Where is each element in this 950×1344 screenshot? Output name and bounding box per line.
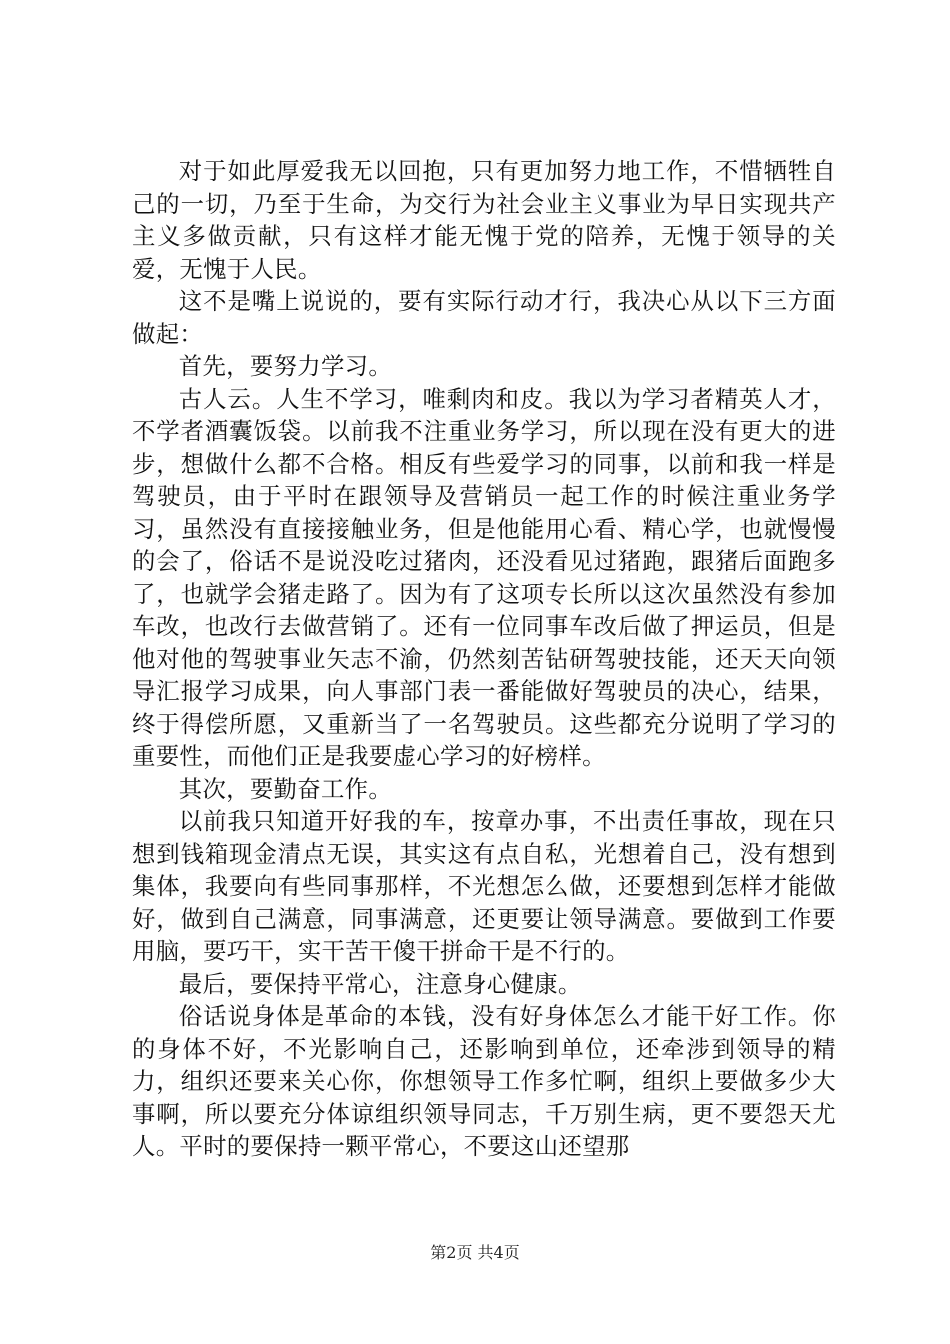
heading-second-work: 其次，要勤奋工作。 [178, 774, 393, 803]
paragraph-health: 俗话说身体是革命的本钱，没有好身体怎么才能干好工作。你的身体不好，不光影响自己，还影响到单位，还牵涉到领导的精力，组织还要来关心你，你想领导工作多忙啊，组织上要做多少大事啊，所以要充分体谅组织领导同志，千万别生病，更不要怨天尤人。平时的要保持一颗平常心，不要这山还望那 [132, 1002, 836, 1160]
paragraph-resolve: 这不是嘴上说说的，要有实际行动才行，我决心从以下三方面做起： [132, 287, 836, 348]
paragraph-study: 古人云。人生不学习，唯剩肉和皮。我以为学习者精英人才，不学者酒囊饭袋。以前我不注重业务学习，所以现在没有更大的进步，想做什么都不合格。相反有些爱学习的同事，以前和我一样是驾驶员，由于平时在跟领导及营销员一起工作的时候注重业务学习，虽然没有直接接触业务，但是他能用心看、精心学，也就慢慢的会了，俗话不是说没吃过猪肉，还没看见过猪跑，跟猪后面跑多了，也就学会猪走路了。因为有了这项专长所以这次虽然没有参加车改，也改行去做营销了。还有一位同事车改后做了押运员，但是他对他的驾驶事业矢志不渝，仍然刻苦钻研驾驶技能，还天天向领导汇报学习成果，向人事部门表一番能做好驾驶员的决心，结果，终于得偿所愿，又重新当了一名驾驶员。这些都充分说明了学习的重要性，而他们正是我要虚心学习的好榜样。 [132, 384, 836, 770]
paragraph-gratitude: 对于如此厚爱我无以回抱，只有更加努力地工作，不惜牺牲自己的一切，乃至于生命，为交行为社会业主义事业为早日实现共产主义多做贡献，只有这样才能无愧于党的陪养，无愧于领导的关爱，无愧于人民。 [132, 157, 836, 283]
heading-third-health: 最后，要保持平常心，注意身心健康。 [178, 969, 582, 998]
page-number-footer: 第2页 共4页 [430, 1243, 520, 1262]
heading-first-study: 首先，要努力学习。 [178, 352, 393, 380]
paragraph-work: 以前我只知道开好我的车，按章办事，不出责任事故，现在只想到钱箱现金清点无误，其实这有点自私，光想着自己，没有想到集体，我要向有些同事那样，不光想怎么做，还要想到怎样才能做好，做到自己满意，同事满意，还更要让领导满意。要做到工作要用脑，要巧干，实干苦干傻干拼命干是不行的。 [132, 807, 836, 965]
document-body [132, 155, 836, 1163]
